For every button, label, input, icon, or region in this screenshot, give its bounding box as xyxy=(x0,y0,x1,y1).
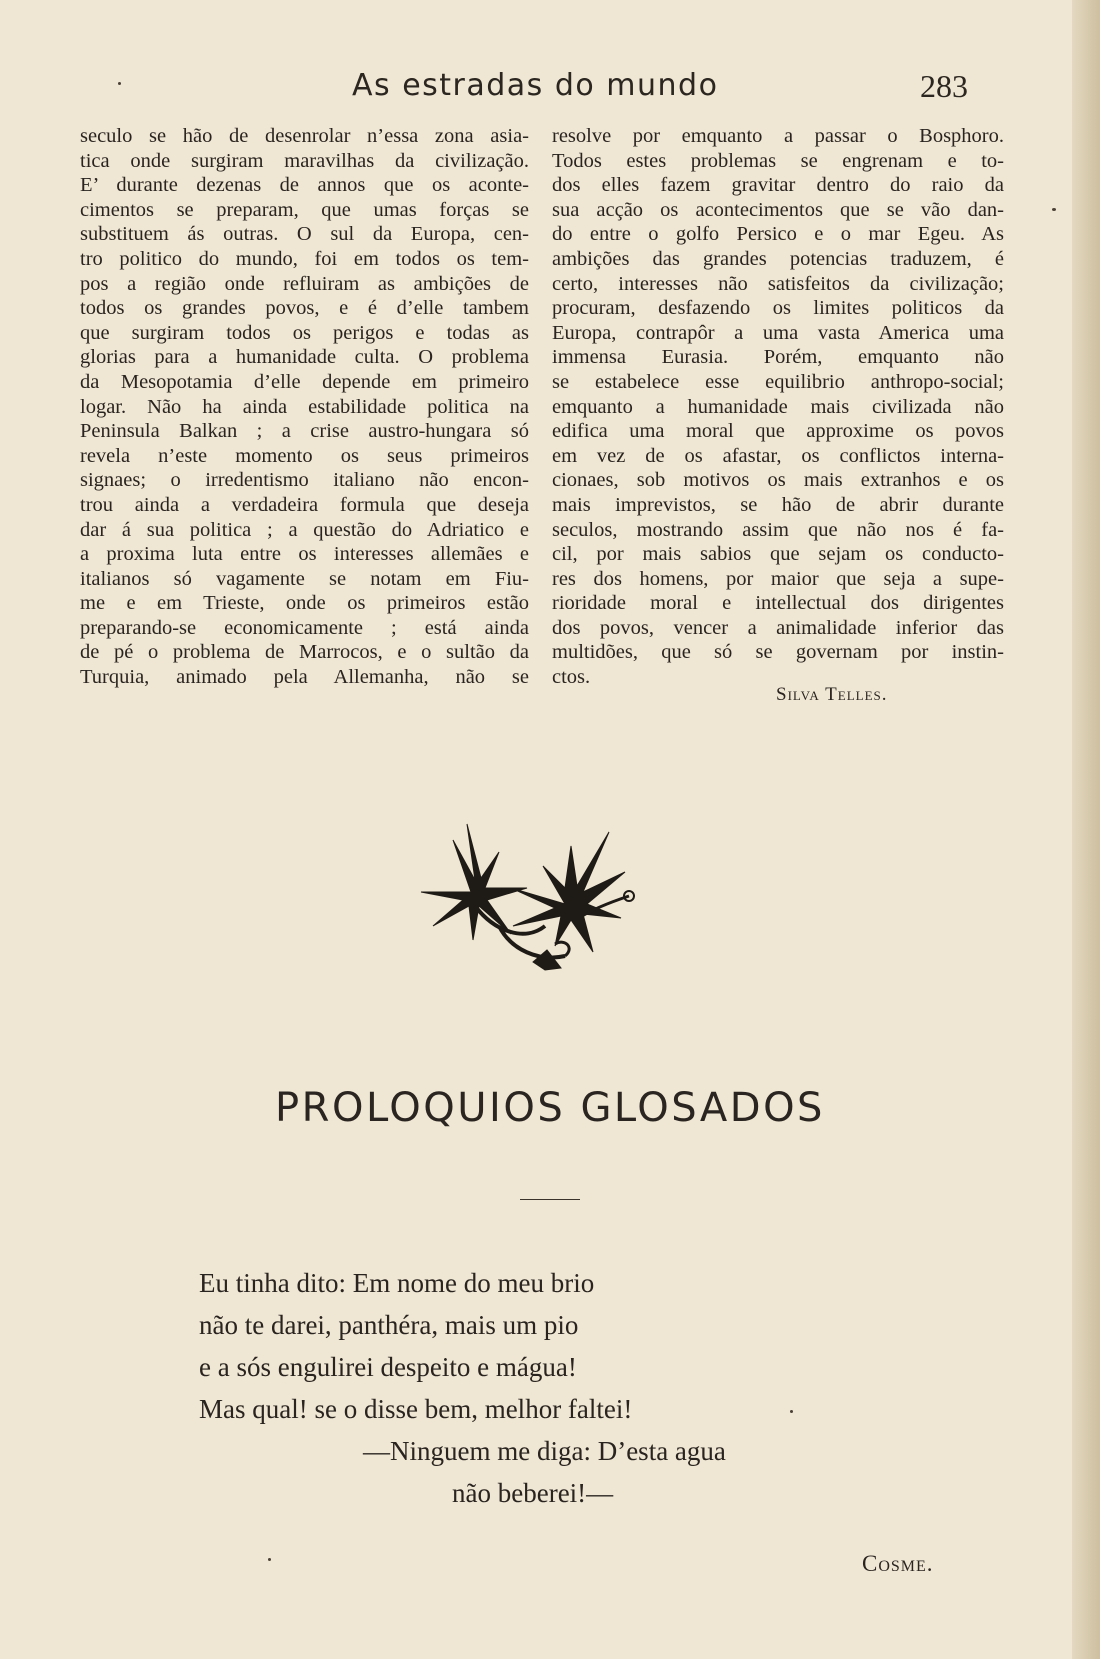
poem-line: Mas qual! se o disse bem, melhor faltei! xyxy=(199,1394,633,1424)
text-line: resolve por emquanto a passar o Bosphoro. xyxy=(552,125,1004,147)
poem-line: Eu tinha dito: Em nome do meu brio xyxy=(199,1268,595,1298)
text-line: cionaes, sob motivos os mais extranhos e os xyxy=(552,469,1004,492)
page-edge xyxy=(1072,0,1100,1659)
article-author: Silva Telles. xyxy=(776,684,888,705)
page-number: 283 xyxy=(920,68,968,104)
text-line: substituem ás outras. O sul da Europa, cen- xyxy=(80,223,529,246)
text-line: tro politico do mundo, foi em todos os tem- xyxy=(80,247,529,270)
text-line: da Mesopotamia d’elle depende em primeiro xyxy=(80,370,529,393)
text-line: cimentos se preparam, que umas forças se xyxy=(80,198,529,221)
section-title: PROLOQUIOS GLOSADOS xyxy=(275,1085,825,1131)
text-line: que surgiram todos os perigos e todas as xyxy=(80,321,529,344)
text-line: dos elles fazem gravitar dentro do raio da xyxy=(552,174,1004,197)
text-line: Todos estes problemas se engrenam e to- xyxy=(552,149,1004,172)
paper-speck xyxy=(118,82,121,85)
running-head xyxy=(0,68,1100,118)
text-line: em vez de os afastar, os conflictos interna- xyxy=(552,444,1004,467)
text-line: Peninsula Balkan ; a crise austro-hungara só xyxy=(80,420,529,443)
running-title: As estradas do mundo xyxy=(352,68,719,103)
text-line: cil, por mais sabios que sejam os conducto- xyxy=(552,543,1004,566)
text-line: ctos. xyxy=(552,666,591,689)
text-line: dar á sua politica ; a questão do Adriatico e xyxy=(80,518,529,541)
text-line: revela n’este momento os seus primeiros xyxy=(80,444,529,467)
text-line: dos povos, vencer a animalidade inferior das xyxy=(552,616,1004,639)
text-line: Turquia, animado pela Allemanha, não se xyxy=(80,666,529,689)
text-line: logar. Não ha ainda estabilidade politica na xyxy=(80,395,529,418)
text-line: me e em Trieste, onde os primeiros estão xyxy=(80,592,529,615)
article-left-column xyxy=(80,124,529,690)
poem-line: e a sós engulirei despeito e mágua! xyxy=(199,1352,577,1382)
text-line: signaes; o irredentismo italiano não encon- xyxy=(80,469,529,492)
text-line: E’ durante dezenas de annos que os aconte- xyxy=(80,174,529,197)
text-line: seculos, mostrando assim que não nos é fa- xyxy=(552,518,1004,541)
text-line: todos os grandes povos, e é d’elle tambem xyxy=(80,297,529,320)
divider-rule xyxy=(520,1199,580,1200)
text-line: rioridade moral e intellectual dos dirigentes xyxy=(552,592,1004,615)
text-line: ambições das grandes potencias traduzem, é xyxy=(552,247,1004,270)
text-line: seculo se hão de desenrolar n’essa zona asia- xyxy=(80,125,529,147)
text-line: multidões, que só se governam por instin- xyxy=(552,641,1004,664)
paper-speck xyxy=(268,1558,271,1561)
text-line: se estabelece esse equilibrio anthropo-social; xyxy=(552,370,1004,393)
paper-speck xyxy=(790,1410,793,1413)
floral-vignette-icon xyxy=(415,822,655,972)
text-line: a proxima luta entre os interesses allemães e xyxy=(80,543,529,566)
poem-line: não beberei!— xyxy=(452,1478,614,1508)
poem-line: não te darei, panthéra, mais um pio xyxy=(199,1310,579,1340)
poem-author: Cosme. xyxy=(862,1551,934,1576)
paper-speck xyxy=(1052,208,1056,211)
poem xyxy=(199,1262,726,1514)
text-line: immensa Eurasia. Porém, emquanto não xyxy=(552,346,1004,369)
poem-line: —Ninguem me diga: D’esta agua xyxy=(363,1436,726,1466)
text-line: emquanto a humanidade mais civilizada não xyxy=(552,395,1004,418)
text-line: res dos homens, por maior que seja a supe- xyxy=(552,567,1004,590)
text-line: sua acção os acontecimentos que se vão dan- xyxy=(552,198,1004,221)
text-line: preparando-se economicamente ; está ainda xyxy=(80,616,529,639)
text-line: tica onde surgiram maravilhas da civilização. xyxy=(80,149,529,172)
text-line: certo, interesses não satisfeitos da civilização; xyxy=(552,272,1004,295)
text-line: edifica uma moral que approxime os povos xyxy=(552,420,1004,443)
text-line: trou ainda a verdadeira formula que deseja xyxy=(80,493,529,516)
article-right-column xyxy=(552,124,1004,690)
text-line: glorias para a humanidade culta. O problema xyxy=(80,346,529,369)
text-line: de pé o problema de Marrocos, e o sultão da xyxy=(80,641,529,664)
text-line: mais imprevistos, se hão de abrir durante xyxy=(552,493,1004,516)
text-line: procuram, desfazendo os limites politicos da xyxy=(552,297,1004,320)
text-line: Europa, contrapôr a uma vasta America uma xyxy=(552,321,1004,344)
text-line: italianos só vagamente se notam em Fiu- xyxy=(80,567,529,590)
text-line: do entre o golfo Persico e o mar Egeu. As xyxy=(552,223,1004,246)
text-line: pos a região onde refluiram as ambições de xyxy=(80,272,529,295)
